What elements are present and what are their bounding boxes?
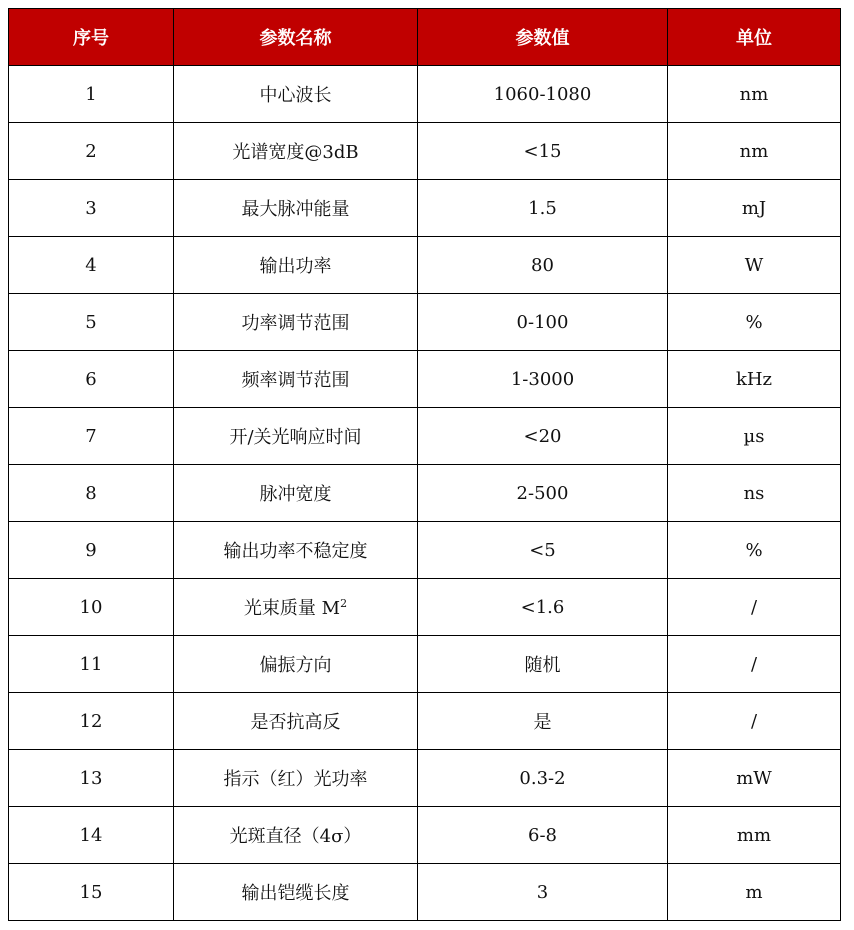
cell-param-name (174, 864, 418, 921)
cell-no-text: 14 (79, 824, 103, 846)
cell-unit (668, 237, 841, 294)
cell-param-name (174, 750, 418, 807)
cell-param-value (418, 408, 668, 465)
cell-no (9, 522, 174, 579)
cell-param-value (418, 351, 668, 408)
cell-unit-text: % (745, 539, 763, 561)
cell-param-name (174, 807, 418, 864)
cell-unit (668, 294, 841, 351)
cell-param-value-text: 1060-1080 (493, 83, 592, 105)
cell-param-name-text: 脉冲宽度 (259, 484, 332, 505)
cell-no-text: 3 (85, 197, 97, 219)
cell-no (9, 351, 174, 408)
header-param-name: 参数名称 (174, 9, 418, 66)
cell-param-value (418, 66, 668, 123)
cell-unit-text: nm (739, 83, 769, 105)
cell-unit-text: W (744, 254, 764, 276)
table-body (9, 66, 841, 921)
cell-no-text: 11 (79, 653, 103, 675)
cell-param-value (418, 693, 668, 750)
table-row (9, 579, 841, 636)
cell-no (9, 750, 174, 807)
cell-no (9, 408, 174, 465)
cell-unit (668, 123, 841, 180)
table-row (9, 522, 841, 579)
header-row (9, 9, 841, 66)
cell-unit (668, 750, 841, 807)
cell-param-value-text: 0-100 (516, 311, 569, 333)
cell-unit (668, 579, 841, 636)
cell-param-name-text: 是否抗高反 (250, 712, 341, 733)
cell-param-name (174, 636, 418, 693)
cell-no-text: 5 (85, 311, 97, 333)
cell-param-name-text: 频率调节范围 (241, 370, 350, 391)
cell-param-value-text: 1.5 (528, 197, 557, 219)
table-row (9, 750, 841, 807)
cell-param-value-text: 3 (536, 881, 549, 903)
cell-param-name (174, 237, 418, 294)
cell-no-text: 12 (79, 710, 103, 732)
table-row (9, 66, 841, 123)
spec-table-container (8, 8, 840, 921)
table-row (9, 807, 841, 864)
cell-param-name (174, 693, 418, 750)
cell-unit-text: % (745, 311, 763, 333)
cell-param-value (418, 294, 668, 351)
cell-param-name-text: 开/关光响应时间 (229, 427, 362, 448)
cell-unit-text: ns (743, 482, 765, 504)
cell-unit (668, 522, 841, 579)
cell-param-value (418, 636, 668, 693)
cell-unit-text: / (750, 653, 758, 675)
cell-param-value-text: 随机 (524, 655, 561, 676)
cell-param-name-text: 中心波长 (259, 85, 332, 106)
cell-no (9, 123, 174, 180)
cell-param-value (418, 180, 668, 237)
cell-param-value (418, 864, 668, 921)
cell-param-value (418, 807, 668, 864)
cell-no (9, 864, 174, 921)
cell-param-name (174, 579, 418, 636)
cell-param-name (174, 294, 418, 351)
spec-table (8, 8, 841, 921)
cell-unit-text: nm (739, 140, 769, 162)
cell-param-name-text: 光谱宽度@3dB (232, 142, 359, 163)
cell-param-name-text: 功率调节范围 (241, 313, 350, 334)
cell-no-text: 10 (79, 596, 103, 618)
cell-unit (668, 408, 841, 465)
cell-param-name-text: 输出铠缆长度 (241, 883, 350, 904)
cell-param-value-text: 80 (531, 254, 554, 276)
cell-no (9, 693, 174, 750)
cell-param-value-text: <15 (523, 140, 562, 162)
cell-no (9, 636, 174, 693)
cell-param-name-text: 输出功率 (259, 256, 332, 277)
cell-param-name (174, 465, 418, 522)
header-unit: 单位 (668, 9, 841, 66)
cell-no-text: 7 (85, 425, 97, 447)
cell-unit-text: m (745, 881, 763, 903)
cell-unit (668, 636, 841, 693)
cell-no-text: 6 (85, 368, 97, 390)
cell-param-name-text: 最大脉冲能量 (241, 199, 350, 220)
cell-no (9, 294, 174, 351)
cell-param-value-text: <20 (523, 425, 562, 447)
cell-no (9, 180, 174, 237)
cell-param-value-text: <5 (529, 539, 556, 561)
cell-param-value (418, 465, 668, 522)
cell-no (9, 237, 174, 294)
cell-unit-text: kHz (735, 368, 773, 390)
cell-param-value-text: 是 (533, 712, 552, 733)
cell-no (9, 465, 174, 522)
cell-unit-text: mJ (741, 197, 767, 219)
cell-unit-text: mm (736, 824, 772, 846)
cell-unit (668, 180, 841, 237)
cell-param-value-text: <1.6 (520, 596, 565, 618)
cell-param-value (418, 237, 668, 294)
table-row (9, 294, 841, 351)
cell-unit-text: / (750, 596, 758, 618)
header-no: 序号 (9, 9, 174, 66)
table-row (9, 123, 841, 180)
cell-param-value (418, 123, 668, 180)
cell-no-text: 15 (79, 881, 103, 903)
cell-no (9, 579, 174, 636)
cell-param-name (174, 351, 418, 408)
table-row (9, 237, 841, 294)
table-row (9, 864, 841, 921)
cell-param-name (174, 522, 418, 579)
cell-param-name (174, 180, 418, 237)
cell-unit-text: / (750, 710, 758, 732)
cell-param-name-text: 指示（红）光功率 (223, 769, 368, 790)
cell-no (9, 807, 174, 864)
cell-param-name-text: 偏振方向 (259, 655, 332, 676)
cell-param-name-text: 光束质量 M (243, 598, 341, 619)
cell-no-text: 9 (85, 539, 97, 561)
cell-param-value (418, 522, 668, 579)
cell-param-value (418, 579, 668, 636)
cell-param-value-text: 2-500 (516, 482, 569, 504)
cell-param-name (174, 123, 418, 180)
cell-no-text: 4 (85, 254, 97, 276)
cell-unit-text: µs (743, 425, 765, 447)
cell-param-name (174, 408, 418, 465)
cell-param-value-text: 1-3000 (510, 368, 575, 390)
cell-param-value-text: 0.3-2 (519, 767, 566, 789)
cell-unit (668, 693, 841, 750)
cell-no-text: 8 (85, 482, 97, 504)
table-row (9, 180, 841, 237)
table-row (9, 408, 841, 465)
cell-unit-text: mW (736, 767, 772, 789)
table-row (9, 693, 841, 750)
cell-param-name (174, 66, 418, 123)
superscript: 2 (340, 597, 348, 610)
cell-unit (668, 864, 841, 921)
cell-unit (668, 351, 841, 408)
cell-no-text: 13 (79, 767, 103, 789)
cell-unit (668, 807, 841, 864)
cell-param-name-text: 输出功率不稳定度 (223, 541, 368, 562)
cell-param-name-text: 光斑直径（4σ） (229, 826, 362, 847)
table-row (9, 465, 841, 522)
cell-param-value (418, 750, 668, 807)
cell-param-value-text: 6-8 (528, 824, 557, 846)
cell-no (9, 66, 174, 123)
table-header (9, 9, 841, 66)
header-param-value: 参数值 (418, 9, 668, 66)
cell-unit (668, 465, 841, 522)
table-row (9, 636, 841, 693)
table-row (9, 351, 841, 408)
cell-no-text: 2 (85, 140, 97, 162)
cell-unit (668, 66, 841, 123)
cell-no-text: 1 (85, 83, 97, 105)
